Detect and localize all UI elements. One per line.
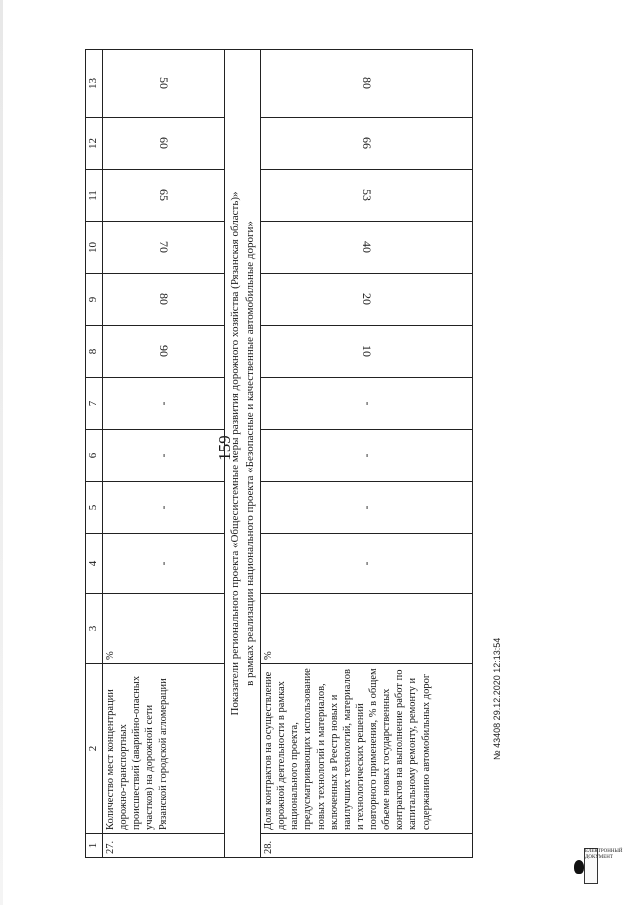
table-row-27 (103, 50, 225, 858)
rotated-table-container (85, 50, 473, 858)
indicator-table (85, 49, 473, 858)
page-number: 159 (215, 435, 234, 461)
header-col-9: 9 (86, 274, 103, 326)
row28-col12: 66 (261, 118, 473, 170)
header-col-1: 1 (86, 834, 103, 858)
row27-col9: 80 (103, 274, 225, 326)
header-col-13: 13 (86, 50, 103, 118)
row27-col5: - (103, 482, 225, 534)
header-col-2: 2 (86, 664, 103, 834)
row27-number: 27. (103, 834, 225, 858)
row27-col11: 65 (103, 170, 225, 222)
row27-unit: % (103, 594, 225, 664)
row27-col13: 50 (103, 50, 225, 118)
row28-col10: 40 (261, 222, 473, 274)
row27-col12: 60 (103, 118, 225, 170)
header-col-7: 7 (86, 378, 103, 430)
row27-col4: - (103, 534, 225, 594)
row27-col10: 70 (103, 222, 225, 274)
section-row (225, 50, 261, 858)
header-col-6: 6 (86, 430, 103, 482)
header-col-5: 5 (86, 482, 103, 534)
row28-col13: 80 (261, 50, 473, 118)
electronic-document-logo: ЕЛЕКТРОННЫЙ ДОКУМЕНТ (584, 848, 598, 884)
header-col-3: 3 (86, 594, 103, 664)
seal-mark-icon (574, 860, 584, 874)
row28-col4: - (261, 534, 473, 594)
row28-col6: - (261, 430, 473, 482)
header-col-12: 12 (86, 118, 103, 170)
row28-unit: % (261, 594, 473, 664)
header-col-8: 8 (86, 326, 103, 378)
section-heading-line2: в рамках реализации национального проекта «Безопасные и качественные автомобильные дороги» (243, 221, 256, 686)
header-col-11: 11 (86, 170, 103, 222)
row28-number: 28. (261, 834, 473, 858)
section-heading-line1: Показатели регионального проекта «Общесистемные меры развития дорожного хозяйства (Рязанская область)» (228, 191, 241, 716)
scan-edge (0, 0, 3, 905)
section-heading (225, 50, 261, 858)
row28-col11: 53 (261, 170, 473, 222)
header-row (86, 50, 103, 858)
row28-col9: 20 (261, 274, 473, 326)
row28-col7: - (261, 378, 473, 430)
header-col-10: 10 (86, 222, 103, 274)
row28-col5: - (261, 482, 473, 534)
row27-col6: - (103, 430, 225, 482)
table-row-28 (261, 50, 473, 858)
row28-col8: 10 (261, 326, 473, 378)
row27-indicator-name: Количество мест концентрации дорожно-транспортных происшествий (аварийно-опасных участков) на дорожной сети Рязанской городской агломерации (103, 664, 225, 834)
row27-col7: - (103, 378, 225, 430)
row28-indicator-name: Доля контрактов на осуществление дорожной деятельности в рамках национального проекта, предусматривающих использование новых технологий и материалов, включенных в Реестр новых и наилучших технологий, материалов и технологических решений повторного применения, % в общем объеме новых государственных контрактов на выполнение работ по капитальному ремонту, ремонту и содержанию автомобильных дорог (261, 664, 473, 834)
row27-col8: 90 (103, 326, 225, 378)
header-col-4: 4 (86, 534, 103, 594)
document-registration-stamp: № 43408 29.12.2020 12:13:54 (492, 637, 502, 760)
